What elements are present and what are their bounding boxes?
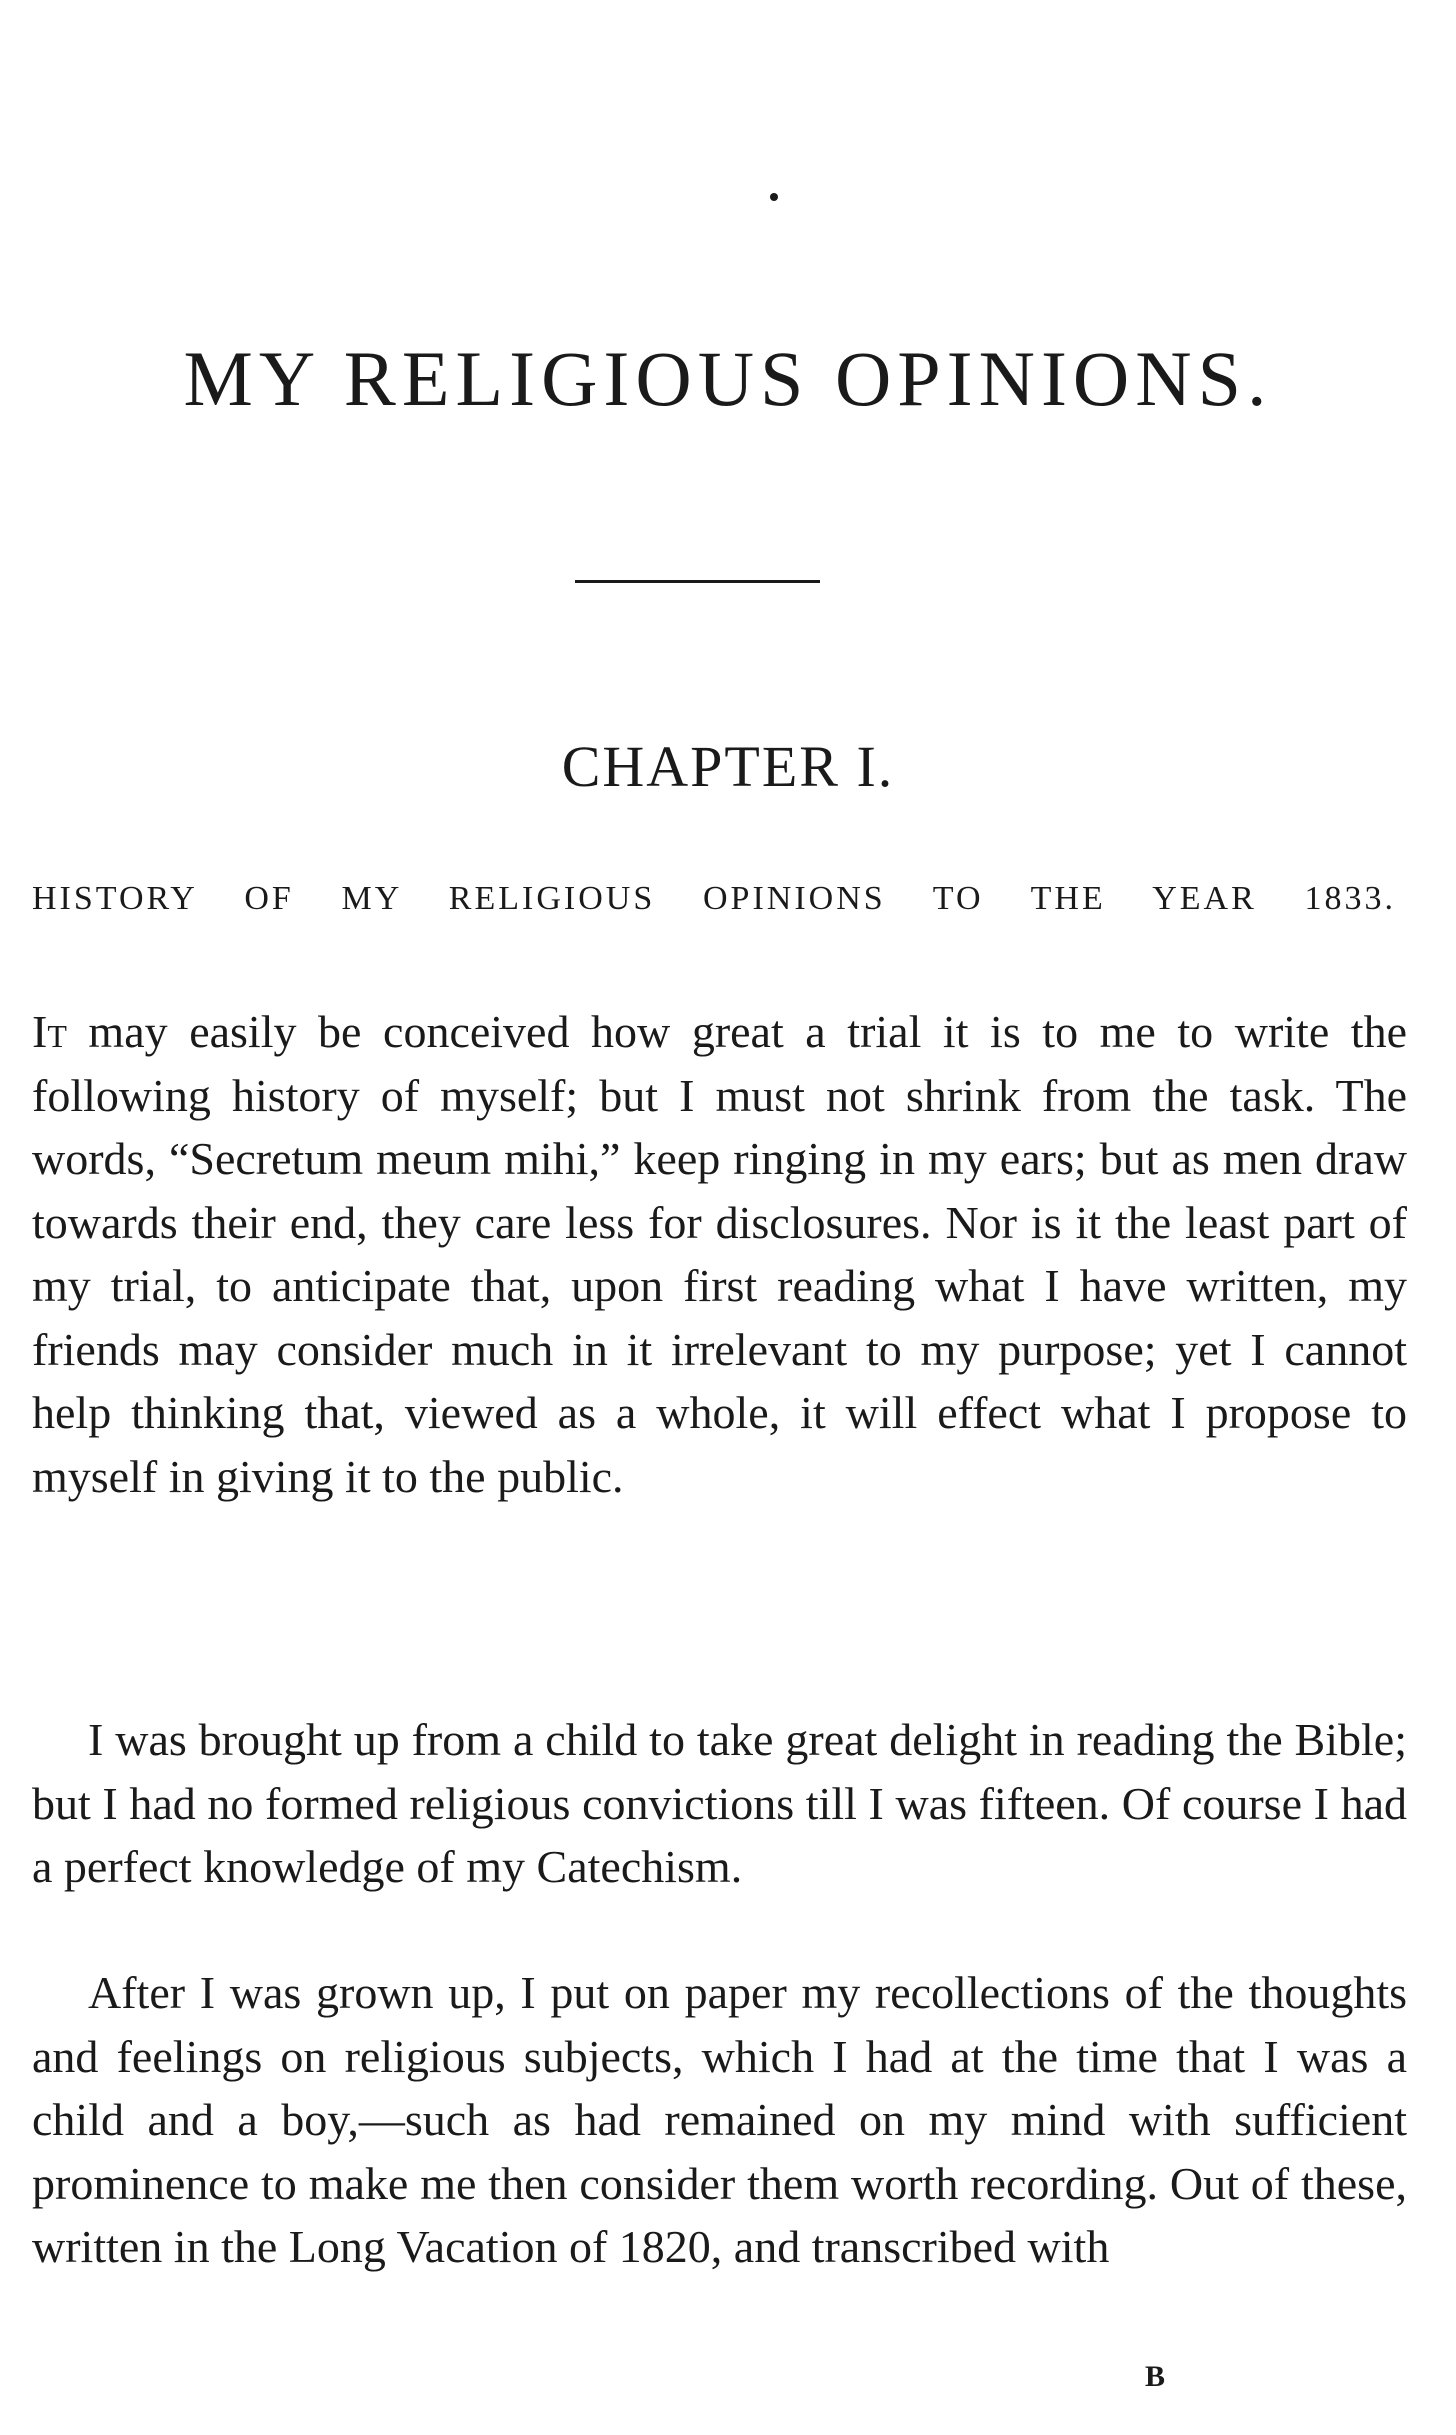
- ornament-dot: [770, 193, 778, 201]
- chapter-subtitle: HISTORY OF MY RELIGIOUS OPINIONS TO THE YEAR 1833.: [32, 880, 1396, 917]
- title-rule: [575, 580, 820, 583]
- signature-mark: B: [1145, 2360, 1166, 2393]
- page-title: MY RELIGIOUS OPINIONS.: [183, 335, 1273, 422]
- body-paragraph-3: After I was grown up, I put on paper my recollections of the thoughts and feelings on religious subjects, which I had at the time that I was a child and a boy,—such as had remained on my mind with sufficient prominence to make me then consider them worth recording. Out of these, written in the Long Vacation of 1820, and transcribed with: [32, 1967, 1407, 2272]
- body-paragraph-1: [32, 1000, 1407, 1508]
- paragraph-lead-word: It: [32, 1006, 67, 1057]
- body-paragraph-2: I was brought up from a child to take great delight in reading the Bible; but I had no formed religious convictions till I was fifteen. Of course I had a perfect knowledge of my Catechism.: [32, 1714, 1407, 1892]
- paragraph-1-text: may easily be conceived how great a trial it is to me to write the following history of myself; but I must not shrink from the task. The words, “Secretum meum mihi,” keep ringing in my ears; but as men draw towards their end, they care less for disclosures. Nor is it the least part of my trial, to anticipate that, upon first reading what I have written, my friends may consider much in it irrelevant to my purpose; yet I cannot help thinking that, viewed as a whole, it will effect what I propose to myself in giving it to the public.: [32, 1006, 1407, 1502]
- chapter-heading: CHAPTER I.: [561, 734, 895, 799]
